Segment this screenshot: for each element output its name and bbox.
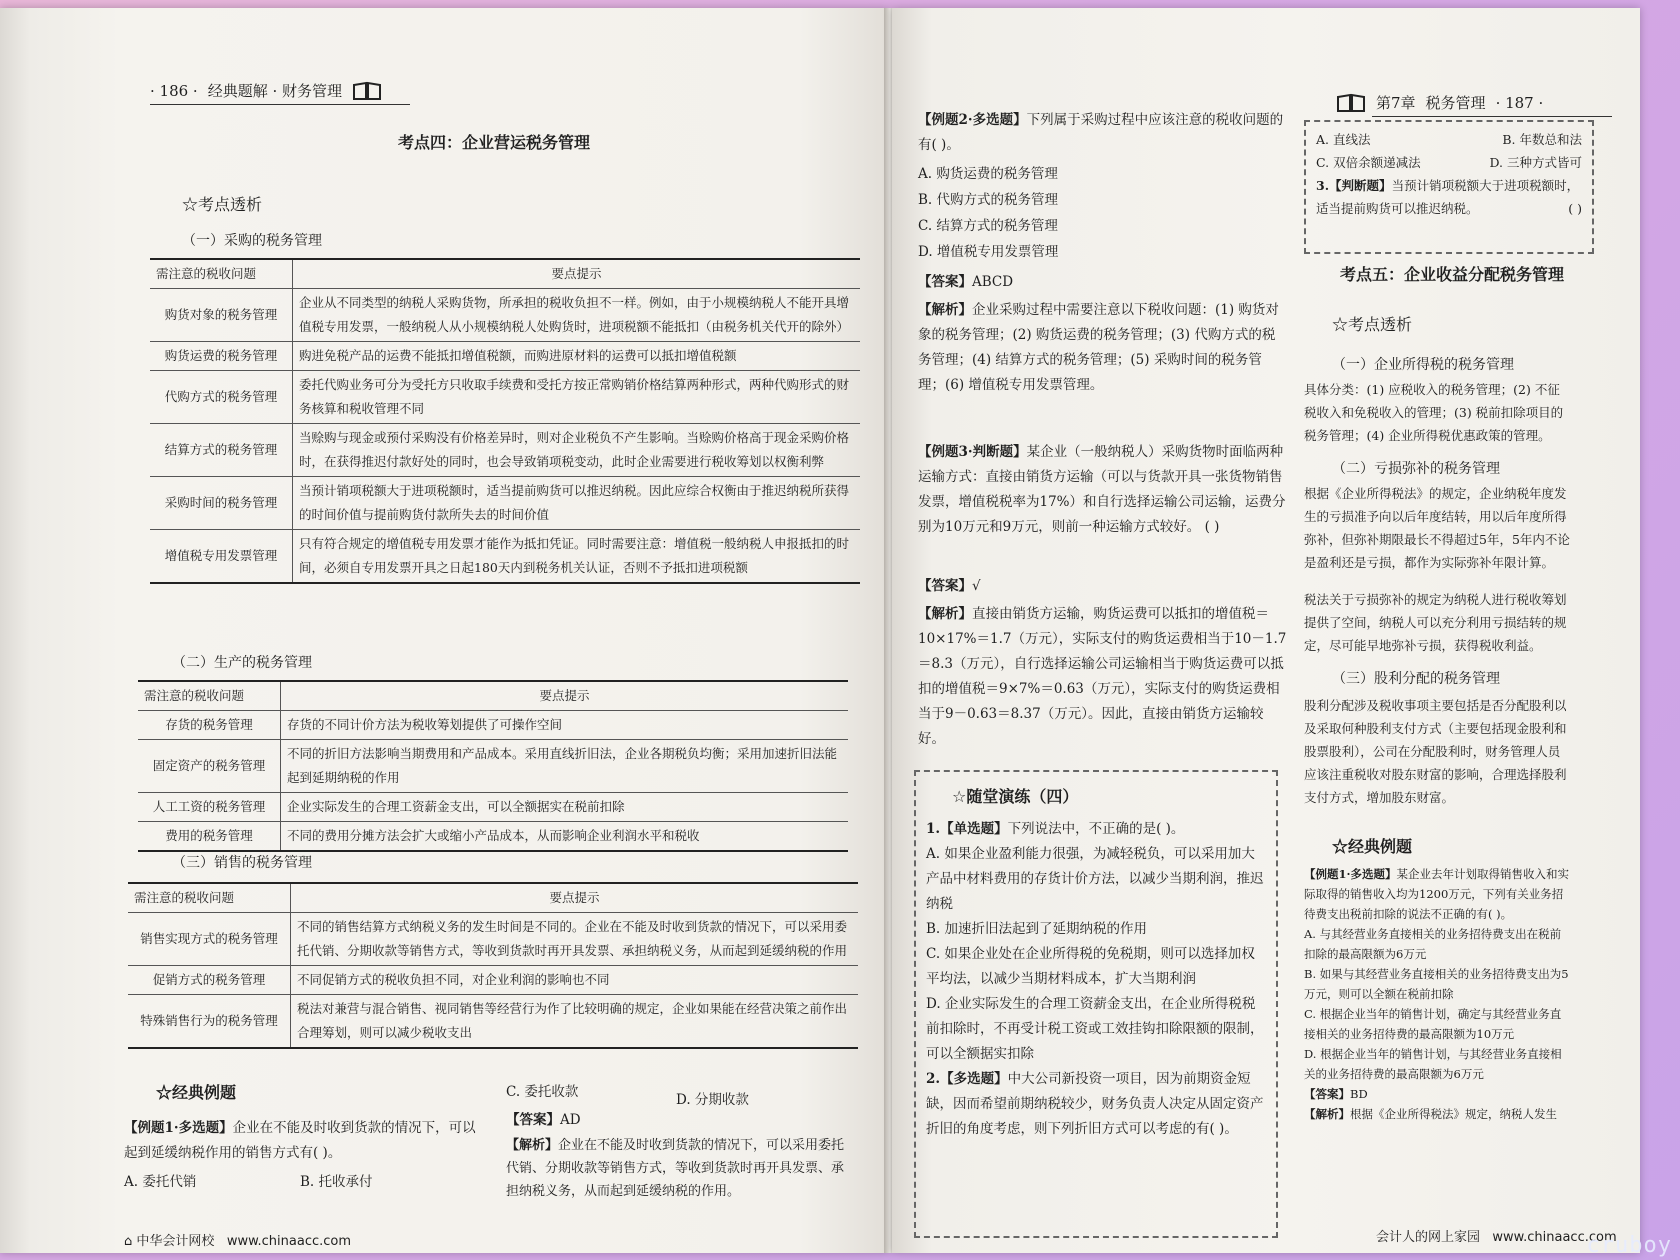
q2-option: C. 双倍余额递减法 (1316, 155, 1421, 170)
row-tip: 存货的不同计价方法为税收筹划提供了可操作空间 (281, 711, 849, 740)
table-row (150, 289, 860, 342)
q2-text: 中大公司新投资一项目，因为前期资金短缺，因而希望前期纳税较少，财务负责人决定从固定资产折旧的角度考虑，则下列折旧方式可以考虑的有( )。 (926, 1071, 1264, 1137)
footer-slogan: 会计人的网上家园 (1376, 1230, 1481, 1245)
answer-blank: ( ) (1204, 519, 1220, 535)
q1-option: D. 企业实际发生的合理工资薪金支出，在企业所得税税前扣除时，不再受计税工资或工效挂钩扣除限额的限制，可以全额据实扣除 (926, 996, 1264, 1062)
q3-text: 当预计销项税额大于进项税额时，适当提前购货可以推迟纳税。 (1316, 178, 1580, 216)
practice-continuation (1304, 120, 1594, 254)
insight-heading: ☆考点透析 (182, 195, 263, 214)
row-issue: 结算方式的税务管理 (150, 424, 293, 477)
row-tip: 不同的折旧方法影响当期费用和产品成本。采用直线折旧法，企业各期税负均衡；采用加速折旧法能起到延期纳税的作用 (281, 740, 849, 793)
table-row (128, 966, 858, 995)
analysis-text: 企业在不能及时收到货款的情况下，可以采用委托代销、分期收款等销售方式，等收到货款时再开具发票、承担纳税义务，从而起到延缓纳税的作用。 (506, 1138, 845, 1199)
example2-question (918, 108, 1288, 158)
col-tip: 要点提示 (291, 883, 859, 913)
example2-answer (918, 270, 1013, 295)
example3-answer (918, 574, 981, 599)
row-tip: 税法对兼营与混合销售、视同销售等经营行为作了比较明确的规定，企业如果能在经营决策之前作出合理筹划，则可以减少税收支出 (291, 995, 859, 1049)
answer-value: AD (560, 1112, 581, 1128)
q2-option: B. 年数总和法 (1502, 132, 1582, 147)
book-icon (352, 81, 382, 101)
section5-sub3: （三）股利分配的税务管理 (1332, 671, 1500, 687)
example2-text: 下列属于采购过程中应该注意的税收问题的有( )。 (918, 112, 1284, 153)
row-issue: 促销方式的税务管理 (128, 966, 291, 995)
practice-q1 (926, 817, 1266, 1067)
production-table (138, 680, 848, 852)
row-tip: 当预计销项税额大于进项税额时，适当提前购货可以推迟纳税。因此应综合权衡由于推迟纳税所获得的时间价值与提前购货付款所失去的时间价值 (293, 477, 861, 530)
logo-icon: ⌂ (124, 1234, 133, 1249)
example1-question (124, 1116, 484, 1166)
footer-url: www.chinaacc.com (226, 1234, 352, 1249)
section5-classic-heading: ☆经典例题 (1332, 837, 1413, 856)
row-tip: 企业从不同类型的纳税人采购货物，所承担的税收负担不一样。例如，由于小规模纳税人不能开具增值税专用发票，一般纳税人从小规模纳税人处购货时，进项税额不能抵扣（由税务机关代开的除外） (293, 289, 861, 342)
analysis-label: 【解析】 (918, 606, 972, 622)
col-issue: 需注意的税收问题 (150, 259, 293, 289)
production-heading: （二）生产的税务管理 (172, 655, 312, 671)
example2-option: D. 增值税专用发票管理 (918, 244, 1059, 260)
row-issue: 费用的税务管理 (138, 822, 281, 852)
ex1-label: 【例题1·多选题】 (1304, 867, 1397, 881)
table-row (150, 477, 860, 530)
section-title: 考点四：企业营运税务管理 (398, 133, 591, 152)
q1-option: A. 如果企业盈利能力很强，为减轻税负，可以采用加大产品中材料费用的存货计价方法，以减少当期利润，推迟纳税 (926, 846, 1264, 912)
section5-sub2-text1: 根据《企业所得税法》的规定，企业纳税年度发生的亏损准予向以后年度结转，用以后年度所得弥补，但弥补期限最长不得超过5年，5年内不论是盈利还是亏损，都作为实际弥补年限计算。 (1304, 486, 1570, 570)
table-row (138, 740, 848, 793)
analysis-label: 【解析】 (918, 302, 972, 318)
table-row (138, 793, 848, 822)
answer-label: 【答案】 (918, 274, 972, 290)
example3-label: 【例题3·判断题】 (918, 444, 1027, 460)
answer-label: 【答案】 (918, 578, 972, 594)
classic-heading: ☆经典例题 (156, 1083, 237, 1102)
footer-brand: 中华会计网校 (136, 1234, 215, 1249)
example3-analysis (918, 602, 1288, 752)
row-tip: 购进免税产品的运费不能抵扣增值税额，而购进原材料的运费可以抵扣增值税额 (293, 342, 861, 371)
example3-question (918, 440, 1288, 540)
ex1-option: A. 与其经营业务直接相关的业务招待费支出在税前扣除的最高限额为6万元 (1304, 927, 1562, 961)
table-row (150, 424, 860, 477)
row-issue: 采购时间的税务管理 (150, 477, 293, 530)
chapter-number: 第7章 (1376, 94, 1416, 112)
q3-label: 3.【判断题】 (1316, 178, 1392, 193)
right-header (1336, 92, 1543, 113)
row-tip: 不同的销售结算方式纳税义务的发生时间是不同的。企业在不能及时收到货款的情况下，可以采用委托代销、分期收款等销售方式，等收到货款时再开具发票、承担纳税义务，从而起到延缓纳税的作用 (291, 913, 859, 966)
example2-option: C. 结算方式的税务管理 (918, 218, 1058, 234)
col-issue: 需注意的税收问题 (138, 681, 281, 711)
col-tip: 要点提示 (293, 259, 861, 289)
table-row (128, 913, 858, 966)
row-issue: 特殊销售行为的税务管理 (128, 995, 291, 1049)
answer-label: 【答案】 (1304, 1087, 1350, 1101)
row-tip: 当赊购与现金或预付采购没有价格差异时，则对企业税负不产生影响。当赊购价格高于现金采购价格时，在获得推迟付款好处的同时，也会导致销项税变动，此时企业需要进行税收筹划以权衡利弊 (293, 424, 861, 477)
answer-value: ABCD (972, 274, 1014, 290)
answer-blank: ( ) (1568, 201, 1582, 216)
section5-insight-heading: ☆考点透析 (1332, 315, 1413, 334)
left-header-rule (150, 104, 410, 105)
left-footer (124, 1230, 351, 1249)
procurement-heading: （一）采购的税务管理 (182, 233, 322, 249)
table-row (150, 371, 860, 424)
right-footer (1376, 1226, 1617, 1245)
example2-option: A. 购货运费的税务管理 (918, 166, 1058, 182)
row-tip: 只有符合规定的增值税专用发票才能作为抵扣凭证。同时需要注意：增值税一般纳税人申报抵扣的时间，必须自专用发票开具之日起180天内到税务机关认证，否则不予抵扣进项税额 (293, 530, 861, 584)
col-tip: 要点提示 (281, 681, 849, 711)
example1-option-d: D. 分期收款 (676, 1092, 749, 1108)
section5-sub3-text: 股利分配涉及税收事项主要包括是否分配股利以及采取何种股利支付方式（主要包括现金股利和股票股利），公司在分配股利时，财务管理人员应该注重税收对股东财富的影响，合理选择股利支付方式，增加股东财富。 (1304, 698, 1567, 805)
example1-answer (506, 1108, 581, 1133)
example1-option-b: B. 托收承付 (300, 1174, 373, 1190)
row-issue: 购货运费的税务管理 (150, 342, 293, 371)
table-row (150, 342, 860, 371)
table-row (128, 995, 858, 1049)
example3-text: 某企业（一般纳税人）采购货物时面临两种运输方式：直接由销货方运输（可以与货款开具一张货物销售发票，增值税税率为17%）和自行选择运输公司运输，运费分别为10万元和9万元，则前一种运输方式较好。 (918, 444, 1286, 535)
sales-table (128, 882, 858, 1049)
ex1-option: C. 根据企业当年的销售计划，确定与其经营业务直接相关的业务招待费的最高限额为10万元 (1304, 1007, 1562, 1041)
example2-analysis (918, 298, 1288, 398)
example1-option-c: C. 委托收款 (506, 1084, 579, 1100)
watermark-text: cruboy (1586, 1233, 1672, 1258)
row-issue: 销售实现方式的税务管理 (128, 913, 291, 966)
answer-value: BD (1350, 1087, 1368, 1101)
analysis-text: 直接由销货方运输，购货运费可以抵扣的增值税＝10×17%＝1.7（万元），实际支付的购货运费相当于10－1.7＝8.3（万元），自行选择运输公司运输相当于购货运费可以抵扣的增值税＝9×7%＝0.63（万元），实际支付的购货运费相当于9－0.63＝8.37（万元）。因此，直接由销货方运输较好。 (918, 606, 1287, 747)
right-page (892, 8, 1640, 1253)
table-row (138, 822, 848, 852)
col-issue: 需注意的税收问题 (128, 883, 291, 913)
analysis-text: 根据《企业所得税法》规定，纳税人发生 (1350, 1107, 1557, 1121)
practice-title: ☆随堂演练（四） (952, 787, 1079, 806)
example1-analysis (506, 1134, 856, 1203)
section5-title: 考点五：企业收益分配税务管理 (1340, 265, 1565, 284)
practice-q2 (926, 1067, 1266, 1142)
procurement-table (150, 258, 860, 584)
analysis-label: 【解析】 (506, 1138, 559, 1153)
row-issue: 购货对象的税务管理 (150, 289, 293, 342)
row-tip: 企业实际发生的合理工资薪金支出，可以全额据实在税前扣除 (281, 793, 849, 822)
row-tip: 委托代购业务可分为受托方只收取手续费和受托方按正常购销价格结算两种形式，两种代购形式的财务核算和税收管理不同 (293, 371, 861, 424)
example1-option-a: A. 委托代销 (124, 1174, 197, 1190)
section5-sub1-text: 具体分类：(1) 应税收入的税务管理；(2) 不征税收入和免税收入的管理；(3) 税前扣除项目的税务管理；(4) 企业所得税优惠政策的管理。 (1304, 382, 1564, 443)
answer-value: √ (972, 578, 981, 594)
section5-sub2-text2: 税法关于亏损弥补的规定为纳税人进行税收筹划提供了空间，纳税人可以充分利用亏损结转的规定，尽可能早地弥补亏损，获得税收利益。 (1304, 592, 1567, 653)
example2-label: 【例题2·多选题】 (918, 112, 1027, 128)
left-header (150, 80, 450, 101)
row-issue: 固定资产的税务管理 (138, 740, 281, 793)
q1-option: C. 如果企业处在企业所得税的免税期，则可以选择加权平均法，以减少当期材料成本，扩大当期利润 (926, 946, 1255, 987)
q2-label: 2.【多选题】 (926, 1071, 1008, 1087)
analysis-label: 【解析】 (1304, 1107, 1350, 1121)
left-page (0, 8, 889, 1253)
practice-box (914, 770, 1278, 1238)
q1-option: B. 加速折旧法起到了延期纳税的作用 (926, 921, 1148, 937)
row-tip: 不同的费用分摊方法会扩大或缩小产品成本，从而影响企业利润水平和税收 (281, 822, 849, 852)
q2-option: D. 三种方式皆可 (1489, 155, 1582, 170)
row-issue: 代购方式的税务管理 (150, 371, 293, 424)
example1-label: 【例题1·多选题】 (124, 1120, 233, 1136)
left-page-number: · 186 · (150, 81, 198, 100)
answer-label: 【答案】 (506, 1112, 560, 1128)
ex1-text: 某企业去年计划取得销售收入和实际取得的销售收入均为1200万元，下列有关业务招待费支出税前扣除的说法不正确的有( )。 (1304, 867, 1570, 921)
ex1-option: B. 如果与其经营业务直接相关的业务招待费支出为5万元，则可以全额在税前扣除 (1304, 967, 1569, 1001)
q1-text: 下列说法中，不正确的是( )。 (1007, 821, 1185, 837)
right-page-number: · 187 · (1495, 93, 1544, 112)
example2-option: B. 代购方式的税务管理 (918, 192, 1059, 208)
sales-heading: （三）销售的税务管理 (172, 855, 312, 871)
footer-url: www.chinaacc.com (1492, 1230, 1617, 1245)
example1-text: 企业在不能及时收到货款的情况下，可以起到延缓纳税作用的销售方式有( )。 (124, 1120, 476, 1161)
left-book-title: 经典题解 · 财务管理 (207, 82, 343, 100)
row-issue: 人工工资的税务管理 (138, 793, 281, 822)
section5-sub2: （二）亏损弥补的税务管理 (1332, 461, 1500, 477)
right-header-rule (1372, 116, 1612, 117)
section5-sub1: （一）企业所得税的税务管理 (1332, 357, 1514, 373)
book-icon (1336, 93, 1366, 113)
section5-example1 (1304, 864, 1572, 1124)
ex1-option: D. 根据企业当年的销售计划，与其经营业务直接相关的业务招待费的最高限额为6万元 (1304, 1047, 1562, 1081)
q2-option: A. 直线法 (1316, 132, 1371, 147)
chapter-title: 税务管理 (1425, 94, 1486, 112)
row-tip: 不同促销方式的税收负担不同，对企业利润的影响也不同 (291, 966, 859, 995)
q1-label: 1.【单选题】 (926, 821, 1008, 837)
table-row (150, 530, 860, 584)
row-issue: 增值税专用发票管理 (150, 530, 293, 584)
analysis-text: 企业采购过程中需要注意以下税收问题：(1) 购货对象的税务管理；(2) 购货运费的税务管理；(3) 代购方式的税务管理；(4) 结算方式的税务管理；(5) 采购时间的税务管理；(6) 增值税专用发票管理。 (918, 302, 1279, 393)
row-issue: 存货的税务管理 (138, 711, 281, 740)
table-row (138, 711, 848, 740)
